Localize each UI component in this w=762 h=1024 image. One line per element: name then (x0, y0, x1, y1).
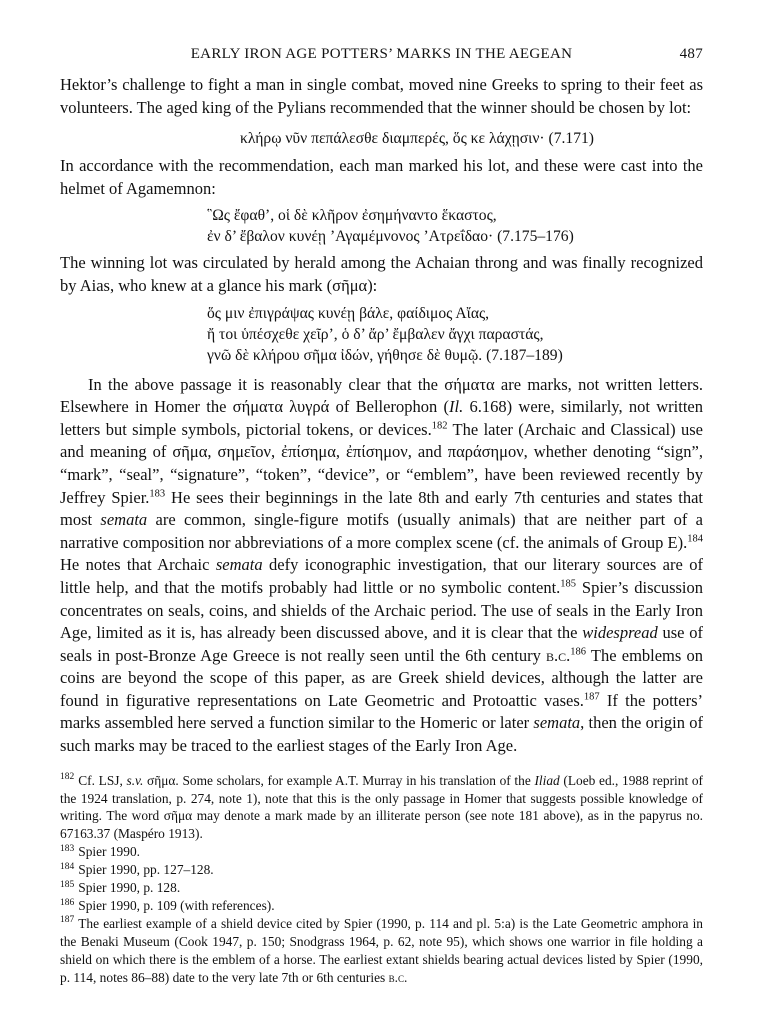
footnote-186 (60, 897, 703, 915)
footnote-185 (60, 879, 703, 897)
italic-il: Il. (448, 397, 464, 417)
small-caps-bc: b.c. (546, 645, 571, 665)
paragraph-hektor-challenge: Hektor’s challenge to fight a man in single combat, moved nine Greeks to spring to their feet as volunteers. The aged king of the Pylians recommended that the winner should be chosen by lot: (60, 75, 703, 117)
greek-quote-7-171 (60, 128, 703, 149)
text-run: defy iconographic investigation, that our literary sources are of little help, and that the motifs probably had little or no symbolic content. (60, 555, 703, 597)
quote-line: ῝Ως ἔφαθ’, οἱ δὲ κλῆρον ἐσημήναντο ἕκαστος, (207, 207, 497, 225)
paragraph-winning-lot: The winning lot was circulated by herald among the Achaian throng and was finally recognized by Aias, who knew at a glance his mark (σῆμα): (60, 253, 703, 295)
quote-line: γνῶ δὲ κλήρου σῆμα ἰδών, γήθησε δὲ θυμῷ. (7.187–189) (207, 346, 563, 364)
italic-sv: s.v. (126, 772, 144, 788)
running-header (60, 40, 703, 62)
text-run: are common, single-figure motifs (usually animals) that are neither part of a narrative composition nor abbreviations of a more complex scene (cf. the animals of Group E). (60, 510, 703, 552)
footnote-182 (60, 772, 703, 844)
footnote-184 (60, 861, 703, 879)
footnotes (60, 772, 703, 987)
footnote-number: 187 (60, 915, 75, 926)
footnote-number: 183 (60, 843, 75, 854)
text-run: The later (Archaic and Classical) use and meaning of σῆμα, σημεῖον, ἐπίσημα, ἐπίσημον, and παράσημον, whether denoting “sign”, “mark”, “seal”, “signature”, “token”, “device”, or “emblem”, have been reviewed recently by Jeffrey Spier. (60, 419, 703, 507)
footnote-ref-183[interactable]: 183 (149, 488, 166, 500)
footnote-ref-185[interactable]: 185 (560, 578, 577, 590)
italic-iliad: Iliad (534, 772, 560, 788)
page-number: 487 (679, 46, 703, 62)
text-run: (Loeb ed., 1988 reprint of the 1924 translation, p. 274, note 1), note that this is the only passage in Homer that suggests possible knowledge of writing. The word σῆμα may denote a mark made by an illiterate person (see note 181 above), as in the papyrus no. 67163.37 (Maspéro 1913). (60, 772, 703, 842)
italic-semata: semata (215, 555, 263, 575)
greek-quote-7-187 (60, 303, 703, 366)
footnote-ref-186[interactable]: 186 (570, 646, 587, 658)
footnote-number: 184 (60, 861, 75, 872)
footnote-ref-187[interactable]: 187 (583, 691, 600, 703)
text-run: use of seals in post-Bronze Age Greece is not really seen until the 6th century (60, 623, 703, 665)
italic-widespread: widespread (582, 623, 658, 643)
text-run: , then the origin of such marks may be traced to the earliest stages of the Early Iron Age. (60, 713, 703, 756)
footnote-number: 185 (60, 879, 75, 890)
text-run: The emblems on coins are beyond the scope of this paper, as are Greek shield devices, although the latter are found in figurative representations on Late Geometric and Protoattic vases. (60, 645, 703, 710)
running-title: EARLY IRON AGE POTTERS’ MARKS IN THE AEGEAN (190, 46, 573, 62)
footnote-187 (60, 915, 703, 987)
footnote-number: 186 (60, 897, 75, 908)
page (60, 40, 703, 987)
text-run: σῆμα. Some scholars, for example A.T. Murray in his translation of the (143, 772, 535, 788)
text-run: Spier 1990, p. 109 (with references). (78, 898, 275, 913)
paragraph-recommendation: In accordance with the recommendation, each man marked his lot, and these were cast into the helmet of Agamemnon: (60, 156, 703, 198)
small-caps-bc: b.c. (388, 969, 408, 985)
text-run: He sees their beginnings in the late 8th and early 7th centuries and states that most (60, 487, 703, 530)
italic-semata: semata (533, 713, 581, 733)
footnote-ref-182[interactable]: 182 (431, 420, 448, 432)
text-run: Spier 1990, p. 128. (78, 880, 181, 896)
text-run: Spier’s discussion concentrates on seals, coins, and shields of the Archaic period. The use of seals in the Early Iron Age, limited as it is, has already been discussed above, and it is clear that the (60, 577, 703, 643)
quote-line: ἤ τοι ὑπέσχεθε χεῖρ’, ὁ δ’ ἄρ’ ἔμβαλεν ἄγχι παραστάς, (207, 325, 544, 343)
footnote-183 (60, 843, 703, 861)
text-run: Cf. LSJ, (78, 772, 127, 788)
footnote-ref-184[interactable]: 184 (687, 533, 703, 545)
quote-line: ὅς μιν ἐπιγράψας κυνέῃ βάλε, φαίδιμος Αἴας, (207, 304, 490, 322)
text-run: Spier 1990. (78, 844, 140, 860)
text-run: He notes that Archaic (60, 555, 216, 575)
footnote-number: 182 (60, 772, 75, 783)
quote-line: κλήρῳ νῦν πεπάλεσθε διαμπερές, ὅς κε λάχῃσιν· (7.171) (240, 130, 594, 148)
text-run: If the potters’ marks assembled here served a function similar to the Homeric or later (60, 690, 703, 733)
text-run: The earliest example of a shield device cited by Spier (1990, p. 114 and pl. 5:a) is the Late Geometric amphora in the Benaki Museum (Cook 1947, p. 150; Snodgrass 1964, p. 62, note 95), which shows one warrior in file holding a shield on which there is the emblem of a horse. The earliest extant shields bearing actual devices listed by Spier (1990, p. 114, notes 86–88) date to the very late 7th or 6th centuries (60, 915, 703, 985)
italic-semata: semata (100, 510, 148, 530)
text-run: Spier 1990, pp. 127–128. (78, 862, 214, 878)
paragraph-semata-discussion (60, 374, 703, 758)
greek-quote-7-175 (60, 205, 703, 247)
text-run: 6.168) were, similarly, not written letters but simple symbols, pictorial tokens, or devices. (60, 397, 703, 439)
quote-line: ἐν δ’ ἔβαλον κυνέῃ ’Αγαμέμνονος ’Ατρεΐδαο· (7.175–176) (207, 228, 574, 246)
text-run: In the above passage it is reasonably clear that the σήματα are marks, not written letters. Elsewhere in Homer the σήματα λυγρά of Bellerophon ( (60, 374, 703, 417)
